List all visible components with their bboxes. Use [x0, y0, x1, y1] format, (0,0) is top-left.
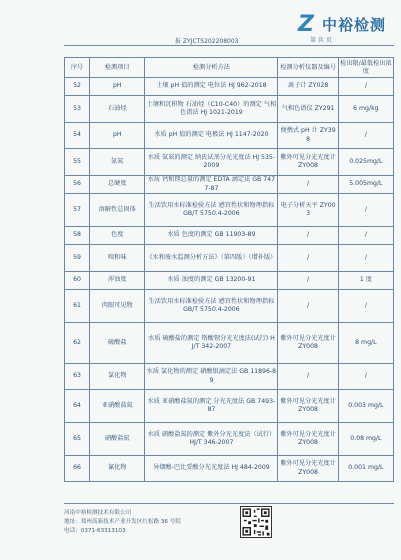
test-item: 色度 [90, 227, 145, 245]
detection-limit: / [338, 245, 393, 272]
header-method: 检测分析方法 [145, 58, 278, 78]
test-item: 氯化物 [90, 364, 145, 390]
row-number: 52 [65, 78, 90, 96]
test-method: 水质 硝酸盐氮的测定 紫外分光光度法（试行） HJ/T 346-2007 [145, 423, 278, 456]
test-item: 石油烃 [90, 96, 145, 123]
test-method: 生活饮用水标准检验方法 感官性状和物理指标 GB/T 5750.4-2006 [145, 194, 278, 227]
test-instrument: / [278, 176, 338, 194]
logo-z-icon: Z [298, 12, 314, 37]
row-number: 60 [65, 272, 90, 290]
test-method: 土壤 pH 值的测定 电位法 HJ 962-2018 [145, 78, 278, 96]
header-instrument: 检测分析仪器及编号 [278, 58, 338, 78]
test-method: 异烟酸-巴比妥酸分光光度法 HJ 484-2009 [145, 456, 278, 482]
footer-address: 地址：郑州高新技术产业开发区红松路 36 号院 [64, 519, 181, 525]
row-number: 53 [65, 96, 90, 123]
row-number: 58 [65, 227, 90, 245]
test-instrument: / [278, 245, 338, 272]
test-method: 水质 浊度的测定 GB 13200-91 [145, 272, 278, 290]
test-item: 亚硝酸盐氮 [90, 390, 145, 423]
test-method: 水质 氨氮的测定 纳氏试剂分光光度法 HJ 535-2009 [145, 149, 278, 176]
row-number: 65 [65, 423, 90, 456]
test-item: 氰化物 [90, 456, 145, 482]
test-method: 《水和废水监测分析方法》（第四版）（增补版） [145, 245, 278, 272]
test-instrument: 紫外可见分光光度计 ZY008 [278, 149, 338, 176]
test-item: 嗅和味 [90, 245, 145, 272]
test-instrument: / [278, 272, 338, 290]
test-item: 氨氮 [90, 149, 145, 176]
test-instrument: 紫外可见分光光度计 ZY008 [278, 423, 338, 456]
test-method: 水质 pH 值的测定 电极法 HJ 1147-2020 [145, 123, 278, 149]
footer-phone: 电话：0371-63313103 [64, 528, 126, 534]
detection-limit: / [338, 227, 393, 245]
test-item: pH [90, 78, 145, 96]
test-method: 水质 色度的测定 GB 11903-89 [145, 227, 278, 245]
detection-limit: 6 mg/kg [338, 96, 393, 123]
table-row [65, 123, 394, 149]
detection-limit: 8 mg/L [338, 323, 393, 364]
detection-limit: 5.005mg/L [338, 176, 393, 194]
table-row [65, 290, 394, 323]
table-row [65, 323, 394, 364]
header-limit: 检出限/最低检出浓度 [338, 58, 393, 78]
test-instrument: 紫外可见分光光度计 ZY008 [278, 323, 338, 364]
test-item: pH [90, 123, 145, 149]
detection-limit: / [338, 78, 393, 96]
row-number: 64 [65, 390, 90, 423]
test-instrument: 便携式 pH 计 ZY398 [278, 123, 338, 149]
test-item: 肉眼可见物 [90, 290, 145, 323]
report-number: 报 ZYJCTS202208003 [175, 38, 239, 45]
table-row [65, 272, 394, 290]
table-row [65, 245, 394, 272]
row-number: 56 [65, 176, 90, 194]
test-method: 水质 钙和镁总量的测定 EDTA 滴定法 GB 7477-87 [145, 176, 278, 194]
row-number: 59 [65, 245, 90, 272]
test-item: 硝酸盐氮 [90, 423, 145, 456]
test-instrument: 紫外可见分光光度计 ZY008 [278, 390, 338, 423]
table-row [65, 456, 394, 482]
page-indicator: 第 共 页 [310, 37, 332, 44]
logo-text: 中裕检测 [322, 16, 387, 34]
footer-company: 河南中裕检测技术有限公司 [64, 510, 132, 516]
detection-limit: / [338, 290, 393, 323]
detection-limit: 1 度 [338, 272, 393, 290]
test-method: 土壤和沉积物 石油烃（C10-C40）的测定 气相色谱法 HJ 1021-2019 [145, 96, 278, 123]
detection-limit: / [338, 123, 393, 149]
detection-limit: 0.001 mg/L [338, 456, 393, 482]
test-instrument: 紫外可见分光光度计 ZY008 [278, 456, 338, 482]
row-number: 54 [65, 123, 90, 149]
test-method: 水质 亚硝酸盐氮的测定 分光光度法 GB 7493-87 [145, 390, 278, 423]
table-row [65, 96, 394, 123]
test-instrument: / [278, 290, 338, 323]
table-row [65, 364, 394, 390]
table-row [65, 227, 394, 245]
row-number: 63 [65, 364, 90, 390]
test-methods-table [64, 57, 394, 482]
header-no: 序号 [65, 58, 90, 78]
company-logo [298, 12, 394, 42]
table-row [65, 78, 394, 96]
test-item: 总硬度 [90, 176, 145, 194]
test-item: 溶解性总固体 [90, 194, 145, 227]
header-divider [64, 45, 394, 46]
header-item: 检测项目 [90, 58, 145, 78]
test-instrument: / [278, 364, 338, 390]
detection-limit: 0.003 mg/L [338, 390, 393, 423]
footer-divider [64, 503, 394, 504]
test-instrument: 电子分析天平 ZY003 [278, 194, 338, 227]
table-row [65, 423, 394, 456]
test-method: 生活饮用水标准检验方法 感官性状和物理指标 GB/T 5750.4-2006 [145, 290, 278, 323]
test-instrument: 气相色谱仪 ZY291 [278, 96, 338, 123]
test-instrument: 离子计 ZY028 [278, 78, 338, 96]
detection-limit: / [338, 364, 393, 390]
detection-limit: 0.08 mg/L [338, 423, 393, 456]
row-number: 55 [65, 149, 90, 176]
test-item: 浑浊度 [90, 272, 145, 290]
detection-limit: 0.025mg/L [338, 149, 393, 176]
test-method: 水质 硫酸盐的测定 铬酸钡分光光度法(试行) HJ/T 342-2007 [145, 323, 278, 364]
row-number: 61 [65, 290, 90, 323]
row-number: 62 [65, 323, 90, 364]
row-number: 66 [65, 456, 90, 482]
table-row [65, 176, 394, 194]
table-row [65, 149, 394, 176]
table-row [65, 194, 394, 227]
table-header-row [65, 58, 394, 78]
qr-code-icon [240, 506, 272, 538]
test-instrument: / [278, 227, 338, 245]
test-item: 硫酸盐 [90, 323, 145, 364]
table-row [65, 390, 394, 423]
test-method: 水质 氯化物的测定 硝酸银滴定法 GB 11896-89 [145, 364, 278, 390]
detection-limit: / [338, 194, 393, 227]
row-number: 57 [65, 194, 90, 227]
